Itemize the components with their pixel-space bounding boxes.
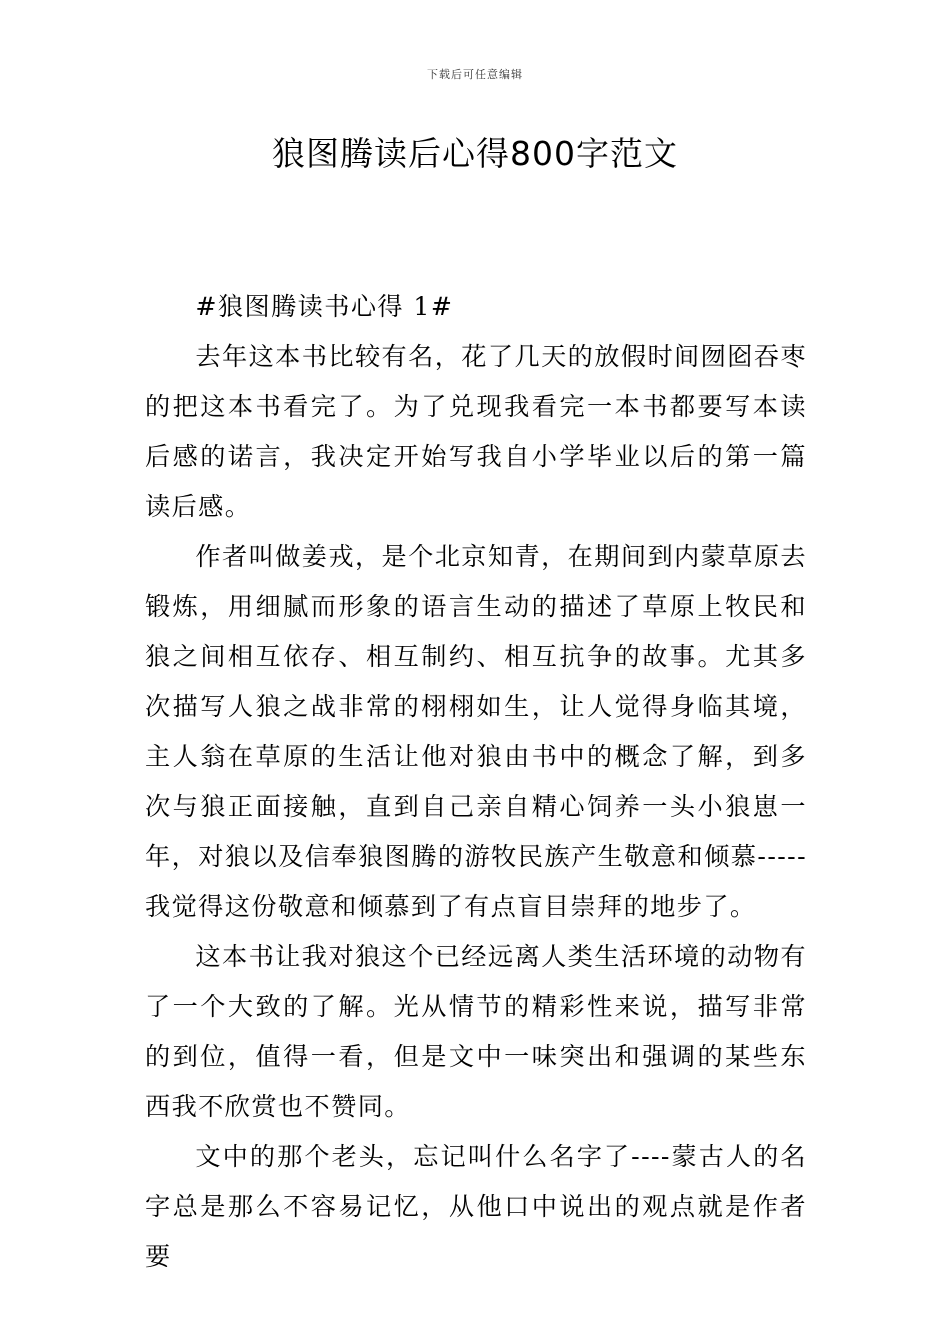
- document-body: [145, 282, 807, 1282]
- paragraph-3: 这本书让我对狼这个已经远离人类生活环境的动物有了一个大致的了解。光从情节的精彩性来说，描写非常的到位，值得一看，但是文中一味突出和强调的某些东西我不欣赏也不赞同。: [145, 942, 807, 1121]
- section-heading: #狼图腾读书心得 1#: [195, 292, 454, 321]
- paragraph-2: 作者叫做姜戎，是个北京知青，在期间到内蒙草原去锻炼，用细腻而形象的语言生动的描述了草原上牧民和狼之间相互依存、相互制约、相互抗争的故事。尤其多次描写人狼之战非常的栩栩如生，让人觉得身临其境，主人翁在草原的生活让他对狼由书中的概念了解，到多次与狼正面接触，直到自己亲自精心饲养一头小狼崽一年，对狼以及信奉狼图腾的游牧民族产生敬意和倾慕-----我觉得这份敬意和倾慕到了有点盲目崇拜的地步了。: [145, 542, 807, 921]
- header-note: 下载后可任意编辑: [427, 68, 523, 81]
- paragraph-4: 文中的那个老头，忘记叫什么名字了----蒙古人的名字总是那么不容易记忆，从他口中说出的观点就是作者要: [145, 1142, 807, 1271]
- document-title: 狼图腾读后心得800字范文: [272, 134, 678, 173]
- paragraph-1: 去年这本书比较有名，花了几天的放假时间囫囵吞枣的把这本书看完了。为了兑现我看完一本书都要写本读后感的诺言，我决定开始写我自小学毕业以后的第一篇读后感。: [145, 342, 807, 521]
